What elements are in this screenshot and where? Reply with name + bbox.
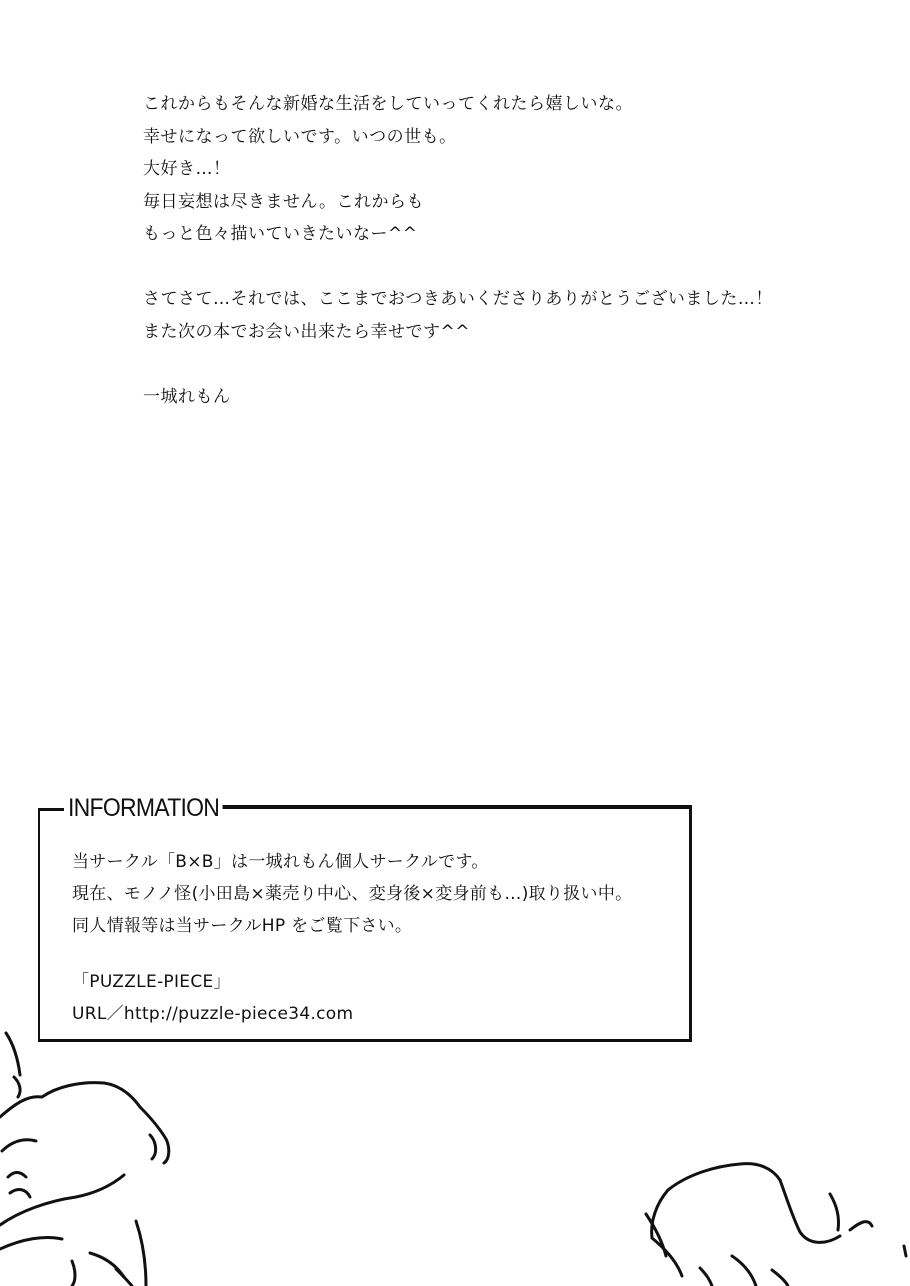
author-signature: 一城れもん xyxy=(143,386,231,407)
information-box-top-border-right xyxy=(222,805,692,809)
afterword-line: これからもそんな新婚な生活をしていってくれたら嬉しいな。 xyxy=(143,94,633,114)
sketch-illustration-right-icon xyxy=(640,1160,910,1286)
information-line: 当サークル「B×B」は一城れもん個人サークルです。 xyxy=(72,852,489,872)
afterword-line: もっと色々描いていきたいなー^^ xyxy=(143,224,418,244)
information-box-top-border-left xyxy=(38,808,64,811)
afterword-line: 幸せになって欲しいです。いつの世も。 xyxy=(143,126,457,147)
afterword-text xyxy=(143,88,863,413)
site-url-link[interactable]: URL／http://puzzle-piece34.com xyxy=(72,1004,354,1024)
sketch-illustration-left-icon xyxy=(0,1025,170,1286)
information-title: INFORMATION xyxy=(68,794,223,823)
closing-line: また次の本でお会い出来たら幸せです^^ xyxy=(143,321,470,342)
closing-line: さてさて…それでは、ここまでおつきあいくださりありがとうございました…！ xyxy=(143,289,773,309)
paragraph-gap xyxy=(143,251,863,284)
paragraph-gap xyxy=(143,348,863,381)
information-gap xyxy=(72,942,632,966)
site-name: 「PUZZLE-PIECE」 xyxy=(72,972,231,992)
afterword-line: 毎日妄想は尽きません。これからも xyxy=(143,191,425,212)
information-line: 現在、モノノ怪(小田島×薬売り中心、変身後×変身前も…)取り扱い中。 xyxy=(72,884,633,904)
afterword-line: 大好き…！ xyxy=(143,159,231,179)
information-body xyxy=(72,846,632,1030)
information-line: 同人情報等は当サークルHP をご覧下さい。 xyxy=(72,916,413,936)
